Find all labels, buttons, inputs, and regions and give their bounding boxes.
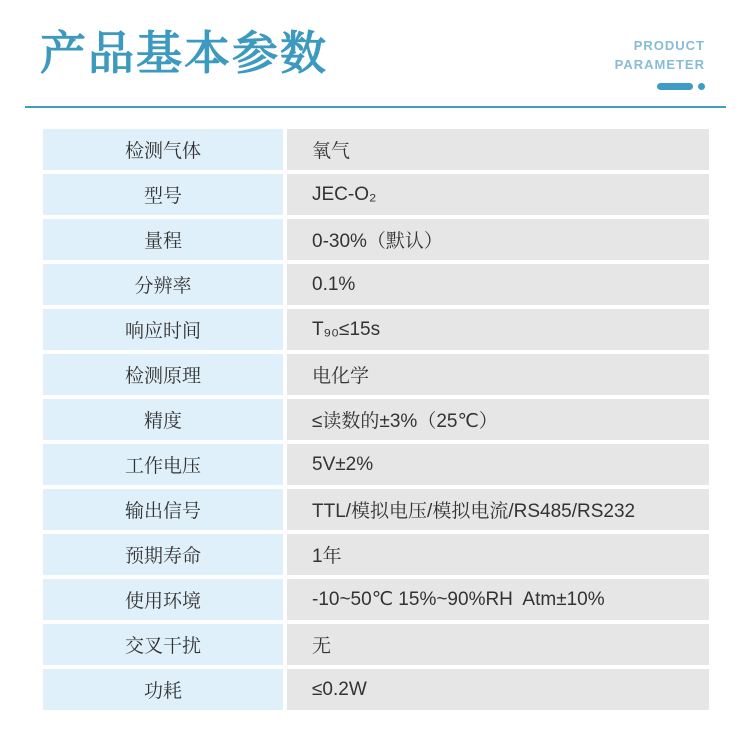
table-row <box>43 174 709 215</box>
row-label: 预期寿命 <box>124 546 201 567</box>
row-label-cell <box>43 444 283 485</box>
subtitle <box>615 36 705 90</box>
row-value: 0-30%（默认） <box>312 231 443 252</box>
row-value: 氧气 <box>312 141 351 162</box>
row-label-cell <box>43 219 283 260</box>
row-value-cell <box>287 444 709 485</box>
table-row <box>43 129 709 170</box>
row-label-cell <box>43 354 283 395</box>
row-label: 分辨率 <box>134 276 192 297</box>
header-rule <box>25 106 726 108</box>
row-label-cell <box>43 309 283 350</box>
table-row <box>43 669 709 710</box>
row-value-cell <box>287 264 709 305</box>
row-label-cell <box>43 399 283 440</box>
row-value: 无 <box>312 636 332 657</box>
row-label-cell <box>43 129 283 170</box>
row-value-cell <box>287 669 709 710</box>
row-value: 0.1% <box>312 273 356 295</box>
row-label: 使用环境 <box>124 591 201 612</box>
row-label-cell <box>43 534 283 575</box>
row-value-cell <box>287 399 709 440</box>
row-value: 电化学 <box>312 366 370 387</box>
dot-icon <box>698 83 705 90</box>
row-value-cell <box>287 309 709 350</box>
row-label: 功耗 <box>143 681 182 702</box>
row-label: 型号 <box>143 186 182 207</box>
table-row <box>43 624 709 665</box>
row-label: 交叉干扰 <box>124 636 201 657</box>
row-value-cell <box>287 579 709 620</box>
subtitle-line-2: PARAMETER <box>614 57 705 72</box>
row-value-cell <box>287 354 709 395</box>
table-row <box>43 264 709 305</box>
subtitle-underline <box>615 83 705 90</box>
row-value: TTL/模拟电压/模拟电流/RS485/RS232 <box>312 501 636 522</box>
row-label-cell <box>43 579 283 620</box>
row-label-cell <box>43 669 283 710</box>
row-value-cell <box>287 489 709 530</box>
header <box>0 0 750 90</box>
table-row <box>43 489 709 530</box>
table-row <box>43 579 709 620</box>
row-value-cell <box>287 174 709 215</box>
subtitle-line-1: PRODUCT <box>633 38 705 53</box>
parameter-table <box>43 129 709 710</box>
row-label-cell <box>43 264 283 305</box>
row-value: ≤读数的±3%（25℃） <box>312 411 498 432</box>
dash-icon <box>657 83 693 90</box>
table-row <box>43 444 709 485</box>
row-label-cell <box>43 174 283 215</box>
row-value-cell <box>287 219 709 260</box>
row-label: 工作电压 <box>124 456 201 477</box>
row-value: 5V±2% <box>312 453 374 475</box>
row-value: -10~50℃ 15%~90%RH Atm±10% <box>312 589 605 610</box>
row-label: 检测原理 <box>124 366 201 387</box>
table-row <box>43 534 709 575</box>
table-row <box>43 354 709 395</box>
row-label: 响应时间 <box>124 321 201 342</box>
row-label-cell <box>43 624 283 665</box>
row-label: 检测气体 <box>124 141 201 162</box>
row-value: ≤0.2W <box>312 678 367 700</box>
table-row <box>43 219 709 260</box>
row-value-cell <box>287 624 709 665</box>
row-label: 输出信号 <box>124 501 201 522</box>
row-label: 精度 <box>143 411 182 432</box>
table-row <box>43 399 709 440</box>
row-label-cell <box>43 489 283 530</box>
row-value: T₉₀≤15s <box>312 318 381 340</box>
page-title: 产品基本参数 <box>40 27 328 79</box>
row-value: JEC-O₂ <box>312 183 377 205</box>
row-value-cell <box>287 534 709 575</box>
row-value-cell <box>287 129 709 170</box>
row-value: 1年 <box>312 546 342 567</box>
row-label: 量程 <box>143 231 182 252</box>
table-row <box>43 309 709 350</box>
